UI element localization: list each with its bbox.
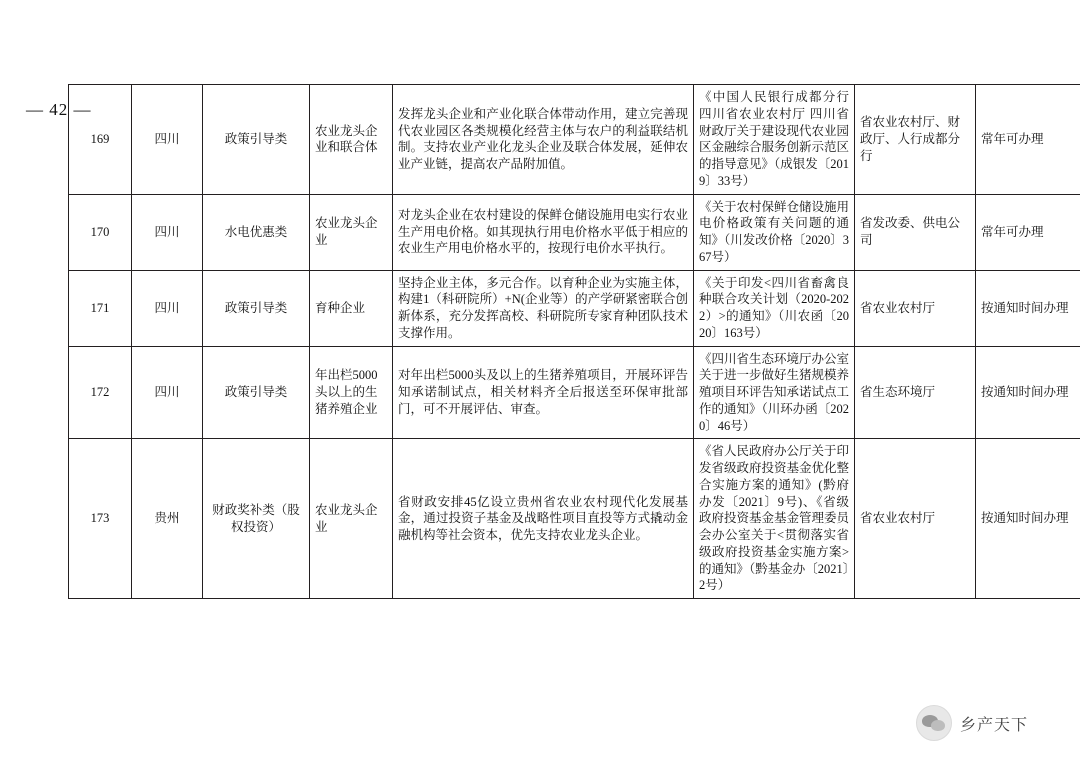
policy-table-container <box>68 84 1069 599</box>
cell-basis: 《省人民政府办公厅关于印发省级政府投资基金优化整合实施方案的通知》(黔府办发〔2021〕9号)、《省级政府投资基金基金管理委员会办公室关于<贯彻落实省级政府投资基金实施方案>的通知》（黔基金办〔2021〕2号） <box>694 439 855 599</box>
cell-province: 四川 <box>132 270 203 346</box>
cell-province: 四川 <box>132 194 203 270</box>
cell-content: 省财政安排45亿设立贵州省农业农村现代化发展基金，通过投资子基金及战略性项目直投等方式撬动金融机构等社会资本，优先支持农业龙头企业。 <box>393 439 694 599</box>
cell-department: 省发改委、供电公司 <box>855 194 976 270</box>
cell-department: 省农业农村厅 <box>855 270 976 346</box>
cell-department: 省农业农村厅 <box>855 439 976 599</box>
cell-no: 172 <box>69 346 132 439</box>
cell-province: 四川 <box>132 346 203 439</box>
cell-basis: 《四川省生态环境厅办公室关于进一步做好生猪规模养殖项目环评告知承诺试点工作的通知》（川环办函〔2020〕46号） <box>694 346 855 439</box>
table-row <box>69 346 1080 439</box>
table-row <box>69 439 1080 599</box>
cell-department: 省农业农村厅、财政厅、人行成都分行 <box>855 85 976 195</box>
cell-content: 对年出栏5000头及以上的生猪养殖项目，开展环评告知承诺制试点，相关材料齐全后报送至环保审批部门，可不开展评估、审查。 <box>393 346 694 439</box>
cell-type: 水电优惠类 <box>203 194 310 270</box>
table-row <box>69 85 1080 195</box>
wechat-logo-icon <box>916 705 952 741</box>
table-row <box>69 194 1080 270</box>
cell-time: 按通知时间办理 <box>976 270 1080 346</box>
cell-time: 常年可办理 <box>976 194 1080 270</box>
cell-no: 171 <box>69 270 132 346</box>
cell-object: 农业龙头企业和联合体 <box>310 85 393 195</box>
cell-type: 财政奖补类（股权投资） <box>203 439 310 599</box>
cell-department: 省生态环境厅 <box>855 346 976 439</box>
cell-object: 育种企业 <box>310 270 393 346</box>
cell-province: 四川 <box>132 85 203 195</box>
cell-province: 贵州 <box>132 439 203 599</box>
cell-time: 常年可办理 <box>976 85 1080 195</box>
policy-table <box>68 84 1080 599</box>
watermark-label: 乡产天下 <box>959 716 1028 734</box>
cell-no: 169 <box>69 85 132 195</box>
cell-type: 政策引导类 <box>203 346 310 439</box>
table-row <box>69 270 1080 346</box>
cell-object: 年出栏5000头以上的生猪养殖企业 <box>310 346 393 439</box>
cell-basis: 《关于印发<四川省畜禽良种联合攻关计划（2020-2022）>的通知》（川农函〔2020〕163号） <box>694 270 855 346</box>
cell-time: 按通知时间办理 <box>976 346 1080 439</box>
cell-content: 发挥龙头企业和产业化联合体带动作用，建立完善现代农业园区各类规模化经营主体与农户的利益联结机制。支持农业产业化龙头企业及联合体发展，延伸农业产业链，提高农产品附加值。 <box>393 85 694 195</box>
cell-no: 173 <box>69 439 132 599</box>
cell-type: 政策引导类 <box>203 85 310 195</box>
watermark <box>916 705 1028 741</box>
cell-object: 农业龙头企业 <box>310 194 393 270</box>
cell-basis: 《中国人民银行成都分行 四川省农业农村厅 四川省财政厅关于建设现代农业园区金融综合服务创新示范区的指导意见》（成银发〔2019〕33号） <box>694 85 855 195</box>
cell-content: 坚持企业主体，多元合作。以育种企业为实施主体，构建1（科研院所）+N(企业等）的产学研紧密联合创新体系，充分发挥高校、科研院所专家育种团队技术支撑作用。 <box>393 270 694 346</box>
cell-content: 对龙头企业在农村建设的保鲜仓储设施用电实行农业生产用电价格。如其现执行用电价格水平低于相应的农业生产用电价格水平的，按现行电价水平执行。 <box>393 194 694 270</box>
cell-type: 政策引导类 <box>203 270 310 346</box>
page-number: — 42 — <box>26 100 92 119</box>
cell-object: 农业龙头企业 <box>310 439 393 599</box>
cell-basis: 《关于农村保鲜仓储设施用电价格政策有关问题的通知》（川发改价格〔2020〕367号） <box>694 194 855 270</box>
cell-no: 170 <box>69 194 132 270</box>
cell-time: 按通知时间办理 <box>976 439 1080 599</box>
